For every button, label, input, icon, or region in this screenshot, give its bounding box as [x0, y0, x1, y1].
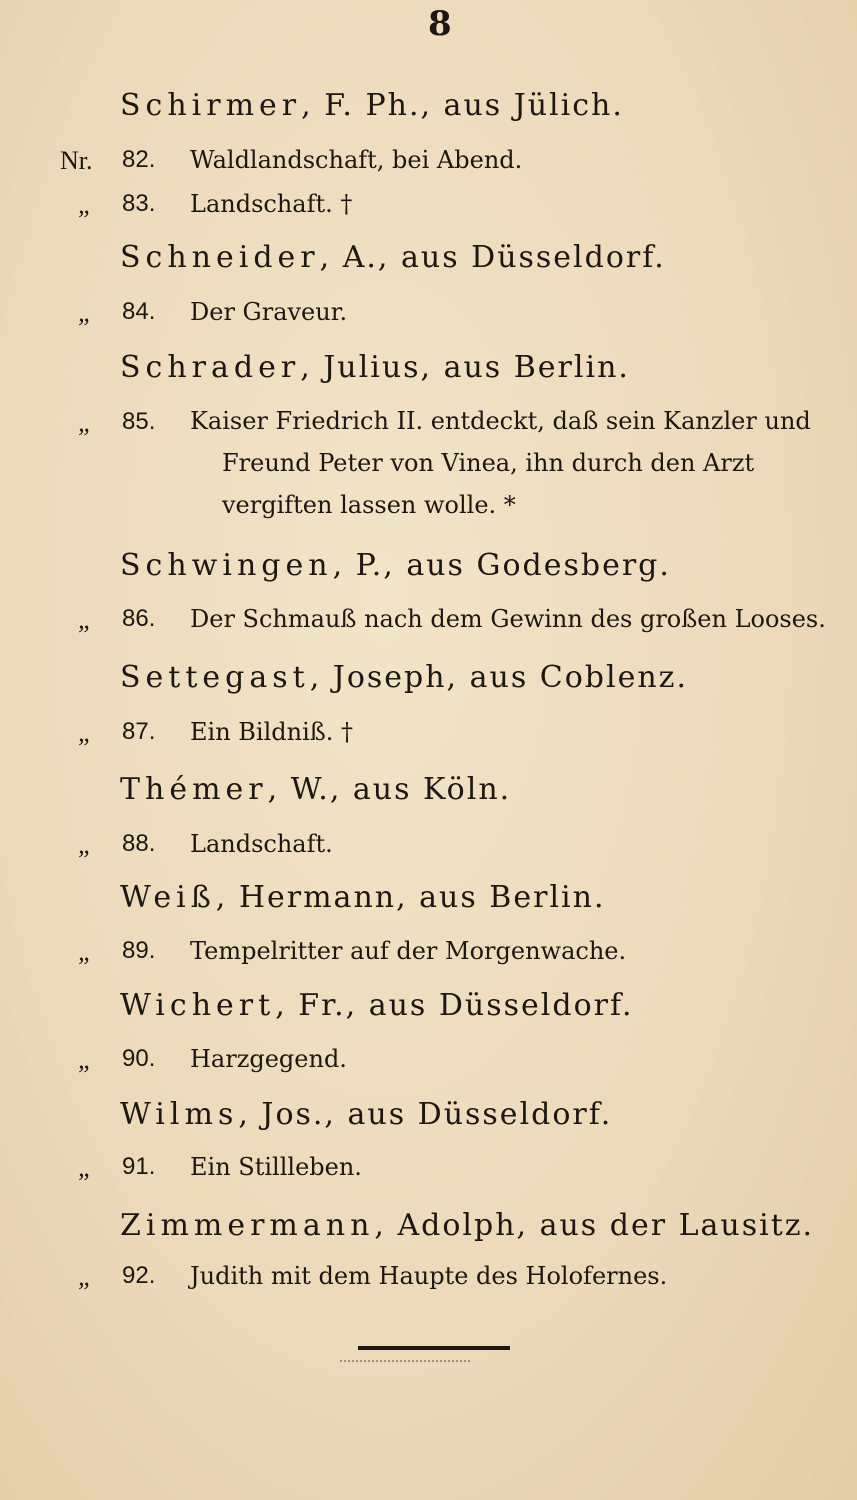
artist-details: , Fr., aus Düsseldorf.: [275, 988, 634, 1023]
artist-heading: [120, 1097, 612, 1132]
artist-heading: [120, 350, 630, 385]
rule-ornament: [340, 1352, 470, 1362]
artist-details: , P., aus Godesberg.: [332, 548, 671, 583]
entry-title: [190, 1262, 667, 1290]
entry-number: 82.: [122, 146, 156, 173]
artist-details: , F. Ph., aus Jülich.: [301, 88, 624, 123]
artist-details: , Jos., aus Düsseldorf.: [238, 1097, 613, 1132]
artist-heading: [120, 88, 624, 123]
title-line: Tempelritter auf der Morgenwache.: [190, 937, 627, 965]
entry-number: 92.: [122, 1262, 156, 1289]
entry-title: [190, 400, 811, 526]
artist-name: Settegast: [120, 660, 310, 695]
entry-number: 89.: [122, 937, 156, 964]
artist-name: Schneider: [120, 240, 320, 275]
artist-details: , Hermann, aus Berlin.: [215, 880, 606, 915]
title-line: vergiften lassen wolle. *: [222, 491, 516, 519]
artist-heading: [120, 548, 671, 583]
artist-name: Wichert: [120, 988, 276, 1023]
title-line: Freund Peter von Vinea, ihn durch den Arzt: [222, 449, 755, 477]
artist-heading: [120, 1208, 814, 1243]
end-rule: [358, 1346, 510, 1350]
ditto-mark: „: [78, 830, 93, 859]
artist-details: , A., aus Düsseldorf.: [319, 240, 666, 275]
artist-name: Weiß: [120, 880, 216, 915]
entry-title: [190, 298, 347, 326]
ditto-mark: „: [78, 1153, 93, 1182]
page-number: 8: [428, 4, 452, 44]
entry-title: [190, 605, 826, 633]
entry-number: 91.: [122, 1153, 156, 1180]
artist-details: , Joseph, aus Coblenz.: [309, 660, 688, 695]
artist-name: Schirmer: [120, 88, 302, 123]
title-line: Harzgegend.: [190, 1045, 347, 1073]
artist-heading: [120, 240, 666, 275]
entry-prefix: Nr.: [60, 146, 93, 175]
entry-title: [190, 718, 353, 746]
ditto-mark: „: [78, 408, 93, 437]
title-line: Kaiser Friedrich II. entdeckt, daß sein Kanzler und: [190, 407, 811, 435]
artist-details: , Adolph, aus der Lausitz.: [374, 1208, 815, 1243]
title-line: Landschaft.: [190, 830, 333, 858]
ditto-mark: „: [78, 718, 93, 747]
artist-heading: [120, 988, 634, 1023]
title-line: Ein Bildniß. †: [190, 718, 354, 746]
ditto-mark: „: [78, 1045, 93, 1074]
artist-name: Wilms: [120, 1097, 239, 1132]
artist-name: Schrader: [120, 350, 301, 385]
artist-heading: [120, 772, 511, 807]
title-line: Waldlandschaft, bei Abend.: [190, 146, 523, 174]
artist-heading: [120, 880, 605, 915]
entry-number: 86.: [122, 605, 156, 632]
entry-number: 85.: [122, 408, 156, 435]
title-line: Landschaft. †: [190, 190, 353, 218]
entry-title: [190, 937, 626, 965]
ditto-mark: „: [78, 605, 93, 634]
ditto-mark: „: [78, 190, 93, 219]
title-line: Der Graveur.: [190, 298, 348, 326]
entry-number: 87.: [122, 718, 156, 745]
entry-number: 83.: [122, 190, 156, 217]
entry-number: 88.: [122, 830, 156, 857]
entry-number: 84.: [122, 298, 156, 325]
entry-title: [190, 190, 352, 218]
artist-name: Zimmermann: [120, 1208, 375, 1243]
title-line: Judith mit dem Haupte des Holofernes.: [190, 1262, 668, 1290]
title-line: Der Schmauß nach dem Gewinn des großen Looses.: [190, 605, 826, 633]
entry-title: [190, 1153, 362, 1181]
artist-heading: [120, 660, 688, 695]
entry-title: [190, 146, 522, 174]
artist-name: Thémer: [120, 772, 268, 807]
entry-title: [190, 1045, 347, 1073]
entry-number: 90.: [122, 1045, 156, 1072]
ditto-mark: „: [78, 937, 93, 966]
ditto-mark: „: [78, 298, 93, 327]
artist-name: Schwingen: [120, 548, 333, 583]
artist-details: , Julius, aus Berlin.: [300, 350, 630, 385]
artist-details: , W., aus Köln.: [267, 772, 512, 807]
ditto-mark: „: [78, 1262, 93, 1291]
entry-title: [190, 830, 333, 858]
title-line: Ein Stillleben.: [190, 1153, 362, 1181]
